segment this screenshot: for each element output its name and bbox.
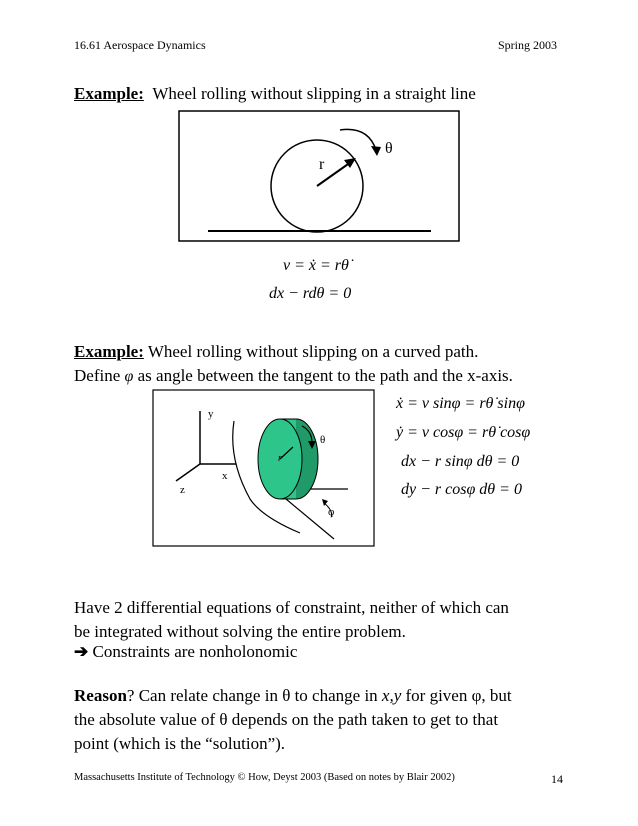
example2-heading: [74, 340, 478, 364]
wheel-straight-diagram: [178, 110, 460, 242]
para1-line2: be integrated without solving the entire problem.: [74, 622, 406, 641]
page-number: 14: [551, 772, 563, 786]
equation-xdot: ẋ = v sinφ = rθ̇ sinφ: [396, 395, 525, 412]
reason-text-end: for given φ, but: [401, 686, 512, 705]
define-prefix: Define: [74, 366, 125, 385]
y-axis-label: y: [208, 408, 214, 420]
equation-velocity: v = ẋ = rθ̇: [283, 257, 349, 274]
rotation-arc: [340, 129, 376, 150]
equation-dy: dy − r cosφ dθ = 0: [401, 481, 522, 498]
example2-label: Example:: [74, 342, 144, 361]
wheel-radius-label: r: [278, 453, 282, 464]
z-axis-label: z: [180, 484, 185, 496]
constraints-statement: Constraints are nonholonomic: [92, 642, 298, 661]
equation-ydot: ẏ = v cosφ = rθ̇ cosφ: [396, 424, 531, 441]
reason-label: Reason: [74, 686, 127, 705]
z-axis: [176, 464, 200, 481]
example2-text: Wheel rolling without slipping on a curved path.: [147, 342, 479, 361]
para2-line2: the absolute value of θ depends on the path taken to get to that: [74, 710, 499, 729]
rotation-arrowhead: [371, 146, 381, 156]
header-term: Spring 2003: [498, 38, 558, 52]
example2-define: [74, 364, 513, 389]
reason-text: ? Can relate change in θ to change in: [126, 686, 382, 705]
theta-label: θ: [385, 140, 393, 157]
phi-symbol: φ: [124, 368, 134, 385]
header-course: 16.61 Aerospace Dynamics: [74, 38, 206, 52]
xy-symbol: x,y: [381, 686, 402, 705]
x-axis-label: x: [222, 470, 228, 482]
example1-text: Wheel rolling without slipping in a straight line: [152, 84, 476, 103]
phi-label: φ: [328, 506, 335, 518]
equation-dx: dx − r sinφ dθ = 0: [401, 453, 520, 470]
para1-line1: Have 2 differential equations of constraint, neither of which can: [74, 598, 509, 617]
example1-label: Example:: [74, 84, 144, 103]
para1-line3: [74, 640, 297, 664]
radius-label: r: [319, 156, 325, 173]
example1-heading: [74, 82, 476, 106]
diagram1-frame: [179, 111, 459, 241]
footer-credit: Massachusetts Institute of Technology © How, Deyst 2003 (Based on notes by Blair 2002): [74, 772, 455, 783]
para2-line1: [74, 684, 512, 708]
wheel-theta-label: θ: [320, 434, 326, 446]
phi-arrowhead: [322, 499, 328, 506]
wheel-curved-diagram: [152, 389, 375, 547]
right-arrow-icon: ➔: [74, 642, 89, 661]
equation-constraint: dx − rdθ = 0: [269, 285, 352, 302]
para2-line3: point (which is the “solution”).: [74, 734, 286, 753]
define-rest: as angle between the tangent to the path and the x-axis.: [133, 366, 513, 385]
